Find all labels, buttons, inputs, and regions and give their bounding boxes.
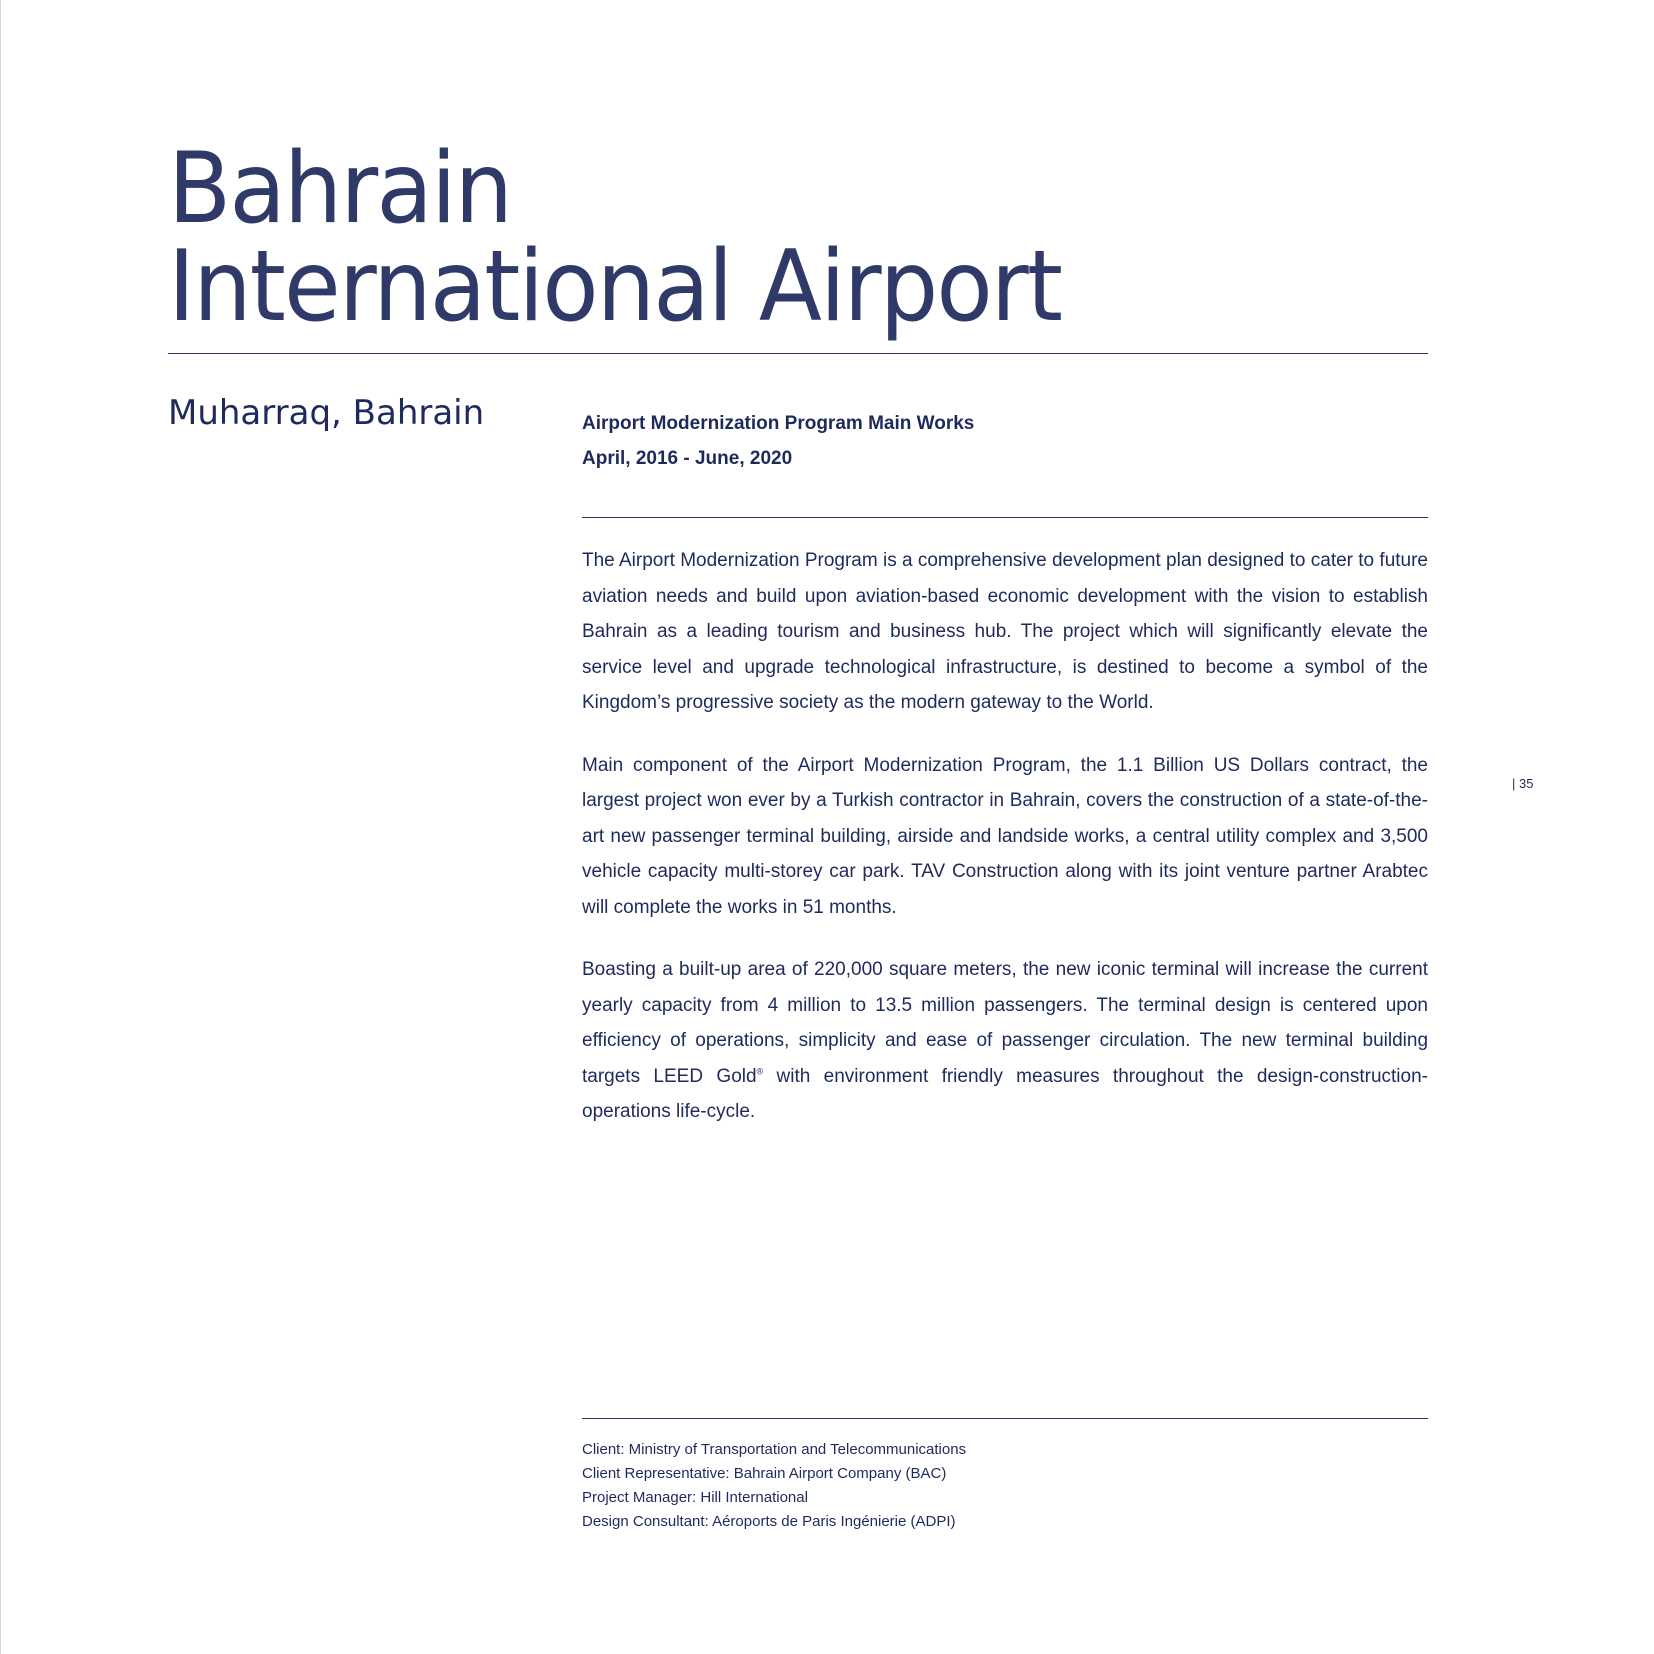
credit-design-consultant: Design Consultant: Aéroports de Paris Ingénierie (ADPI) bbox=[582, 1513, 956, 1530]
page-title bbox=[168, 132, 1268, 344]
project-name: Airport Modernization Program Main Works bbox=[582, 413, 975, 434]
paragraph-3 bbox=[582, 952, 1428, 1130]
paragraph-2: Main component of the Airport Modernization Program, the 1.1 Billion US Dollars contract, the largest project won ever by a Turkish contractor in Bahrain, covers the construction of a state-of-the-art new passenger terminal building, airside and landside works, a central utility complex and 3,500 vehicle capacity multi-storey car park. TAV Construction along with its joint venture partner Arabtec will complete the works in 51 months. bbox=[582, 754, 1428, 918]
paragraph-1: The Airport Modernization Program is a comprehensive development plan designed to cater to future aviation needs and build upon aviation-based economic development with the vision to establish Bahrain as a leading tourism and business hub. The project which will significantly elevate the service level and upgrade technological infrastructure, is destined to become a symbol of the Kingdom’s progressive society as the modern gateway to the World. bbox=[582, 550, 1428, 713]
title-line-2: International Airport bbox=[168, 230, 1062, 344]
project-credits bbox=[582, 1438, 966, 1534]
paragraph-3-text: Boasting a built-up area of 220,000 square meters, the new iconic terminal will increase the current yearly capacity from 4 million to 13.5 million passengers. The terminal design is centered upon efficiency of operations, simplicity and ease of passenger circulation. bbox=[582, 959, 1428, 1051]
project-divider bbox=[582, 517, 1428, 518]
paragraph-3-end: with environment friendly measures throughout the design-construction-operations life-cycle. bbox=[582, 1065, 1428, 1122]
title-line-1: Bahrain bbox=[168, 132, 512, 246]
project-dates: April, 2016 - June, 2020 bbox=[582, 448, 793, 469]
description-body bbox=[582, 543, 1428, 1157]
registered-mark: ® bbox=[756, 1066, 764, 1077]
credit-client-representative: Client Representative: Bahrain Airport Company (BAC) bbox=[582, 1465, 947, 1482]
location-label: Muharraq, Bahrain bbox=[168, 393, 485, 433]
credit-project-manager: Project Manager: Hill International bbox=[582, 1489, 808, 1506]
project-info bbox=[582, 406, 974, 476]
credit-client: Client: Ministry of Transportation and Telecommunications bbox=[582, 1441, 967, 1458]
title-divider bbox=[168, 353, 1428, 354]
page-edge bbox=[0, 0, 1, 1654]
credits-divider bbox=[582, 1418, 1428, 1419]
page-number: | 35 bbox=[1512, 776, 1534, 791]
paragraph-3-leed: The new terminal building targets LEED Gold bbox=[582, 1030, 1429, 1087]
